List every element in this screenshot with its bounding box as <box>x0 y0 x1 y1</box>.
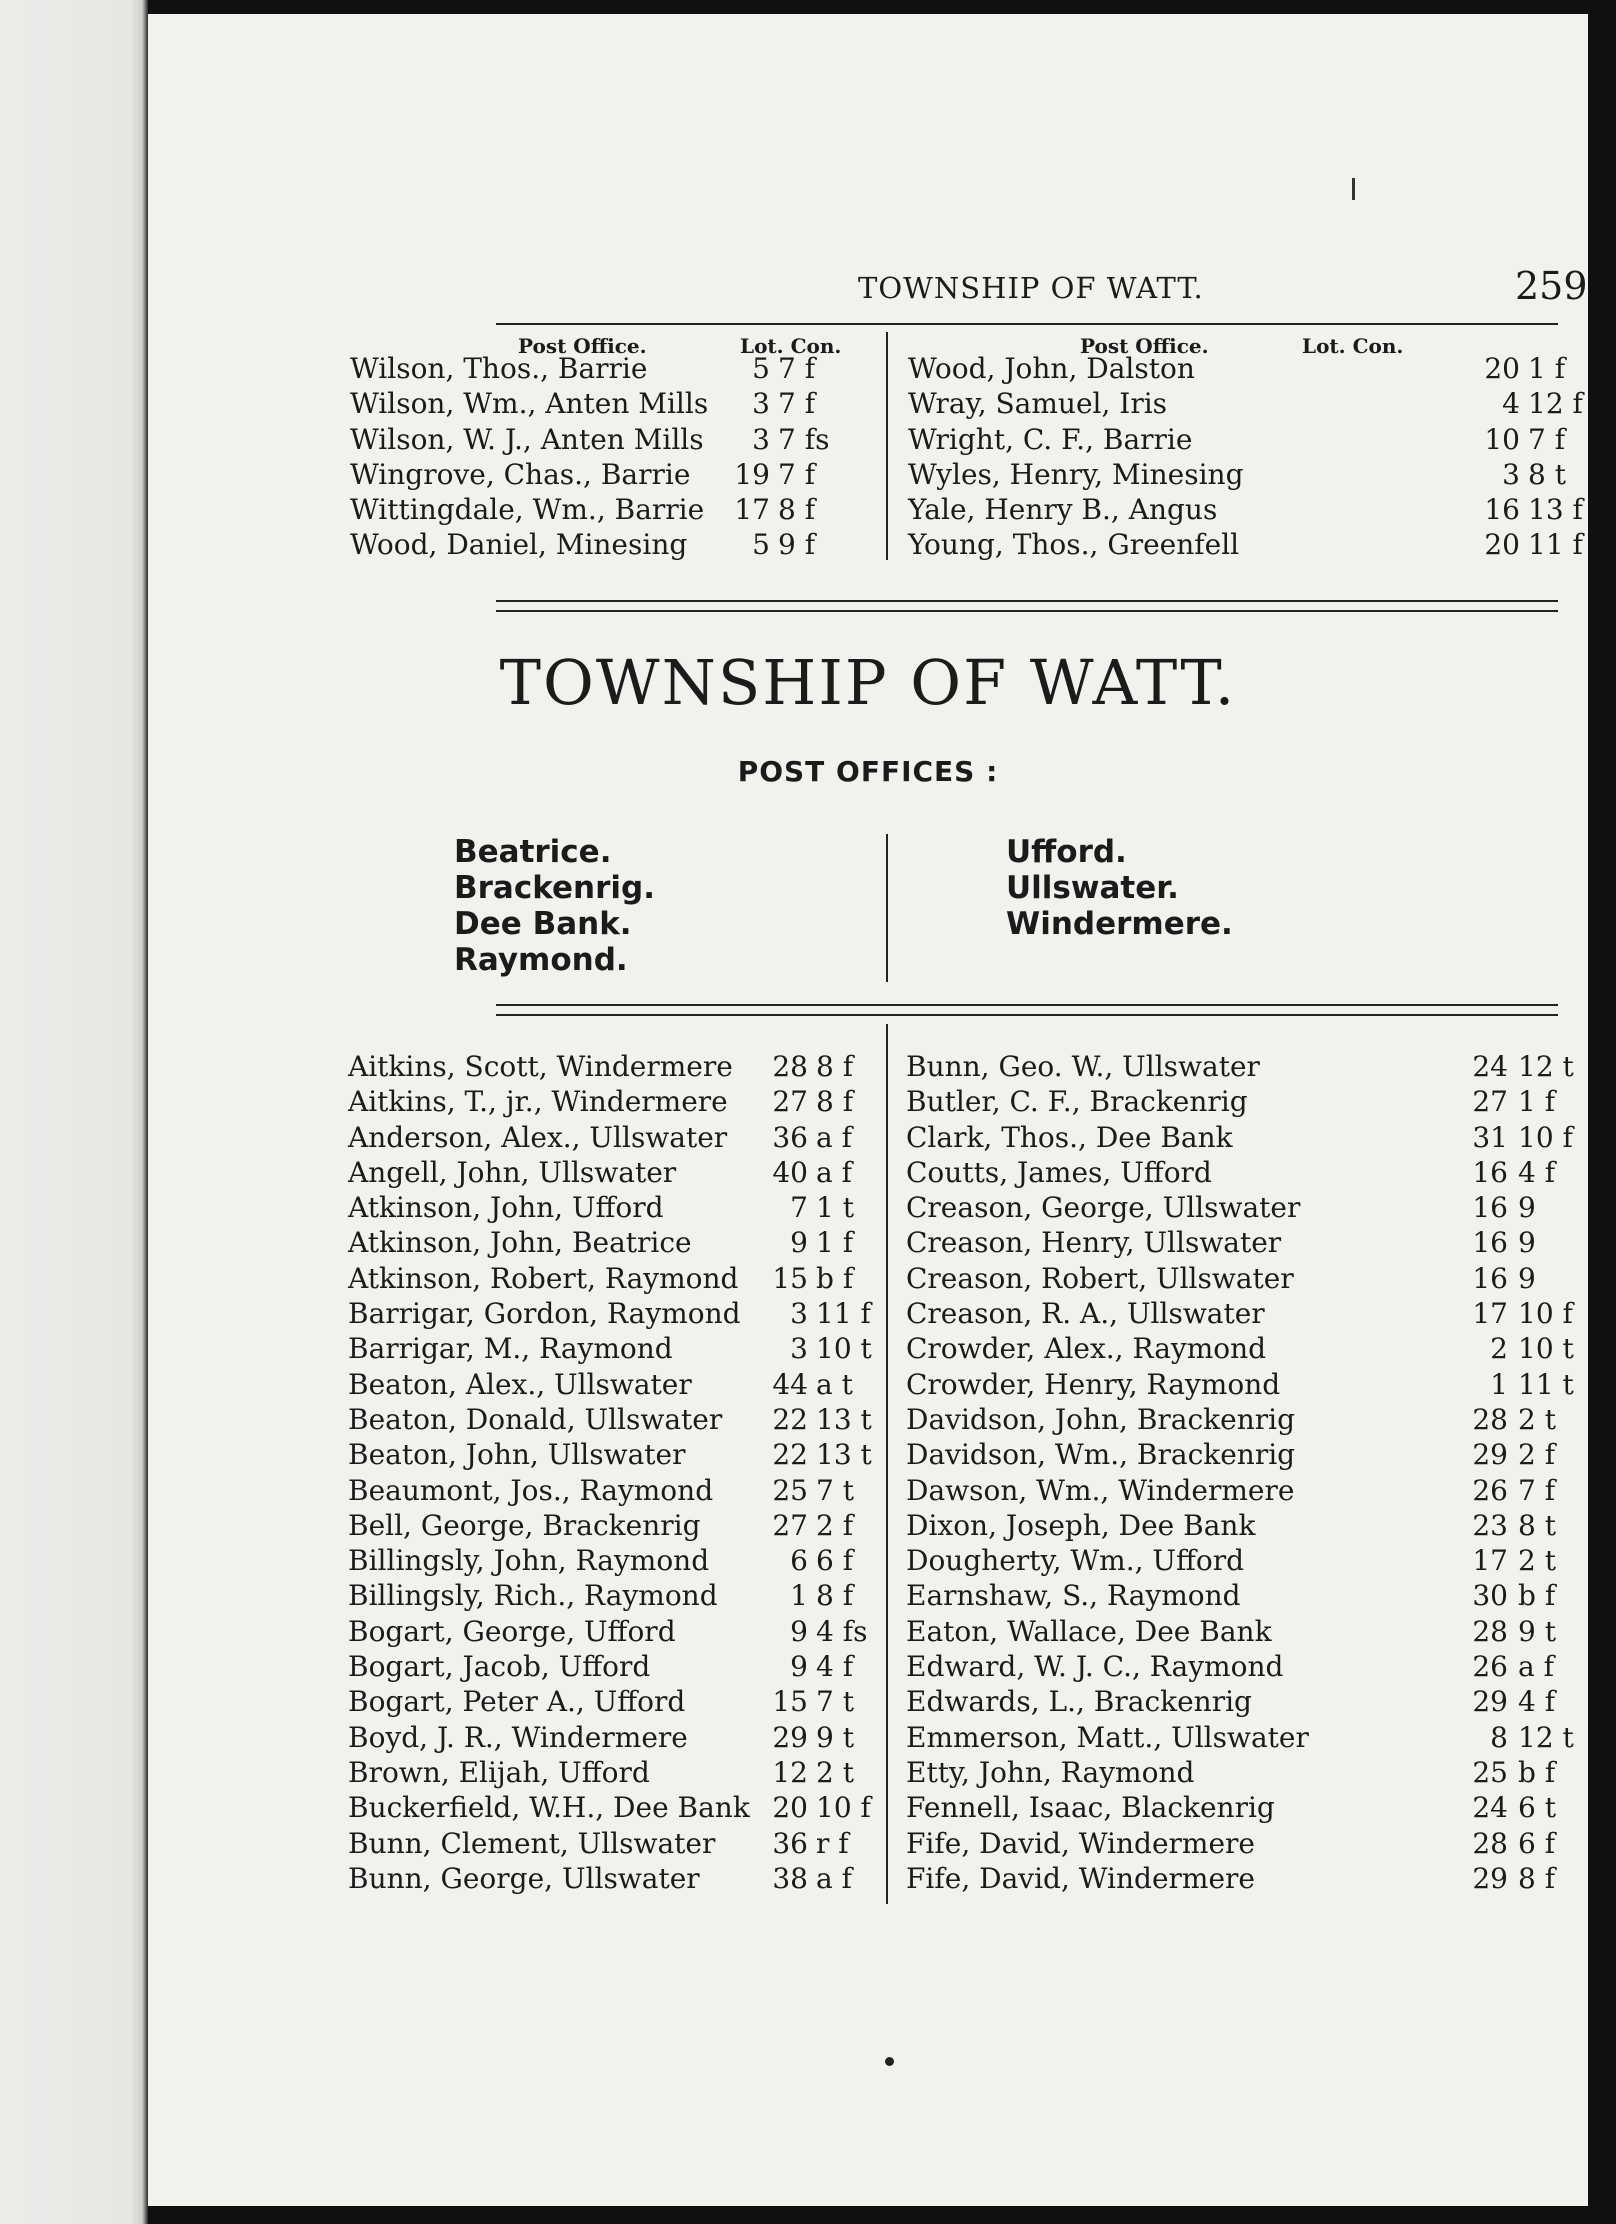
entry-lot: 28 <box>772 1050 808 1083</box>
entry-lot: 19 <box>734 457 770 491</box>
entry-name: Atkinson, Robert, Raymond <box>348 1261 739 1295</box>
entry-name: Bunn, Clement, Ullswater <box>348 1826 716 1860</box>
entry-name: Atkinson, John, Beatrice <box>348 1226 692 1260</box>
entry-lot: 26 <box>1472 1650 1508 1684</box>
entry-name: Bunn, Geo. W., Ullswater <box>906 1050 1260 1083</box>
entry-name: Davidson, John, Brackenrig <box>906 1402 1296 1436</box>
entry-lot: 1 <box>790 1579 808 1613</box>
print-mark <box>1352 178 1355 200</box>
entry-name: Crowder, Alex., Raymond <box>906 1332 1267 1366</box>
entry-con: 9 <box>1518 1226 1536 1260</box>
entry-con: b f <box>1518 1755 1556 1789</box>
entry-name: Dixon, Joseph, Dee Bank <box>906 1508 1256 1542</box>
entry-lot: 29 <box>1472 1438 1508 1472</box>
entry-lot: 15 <box>772 1261 808 1295</box>
entry-lot: 17 <box>1472 1544 1508 1578</box>
entry-con: 2 f <box>1518 1438 1556 1472</box>
entry-con: 7 f <box>1528 422 1566 456</box>
entry-con: 8 f <box>778 493 816 527</box>
entry-lot: 5 <box>752 352 770 385</box>
entry-lot: 36 <box>772 1120 808 1154</box>
entry-lot: 17 <box>1472 1297 1508 1331</box>
entry-lot: 2 <box>1490 1332 1508 1366</box>
entry-name: Wood, John, Dalston <box>908 352 1195 385</box>
entry-lot: 44 <box>772 1367 808 1401</box>
entry-name: Wilson, Wm., Anten Mills <box>350 387 709 421</box>
entry-con: 8 f <box>816 1579 854 1613</box>
entry-name: Fife, David, Windermere <box>906 1826 1255 1860</box>
column-divider-top <box>886 332 888 560</box>
section-title: TOWNSHIP OF WATT. <box>499 646 1237 719</box>
entry-name: Earnshaw, S., Raymond <box>906 1579 1241 1613</box>
entry-name: Creason, R. A., Ullswater <box>906 1297 1265 1331</box>
entry-lot: 8 <box>1490 1720 1508 1754</box>
entry-name: Brown, Elijah, Ufford <box>348 1755 650 1789</box>
entry-lot: 22 <box>772 1402 808 1436</box>
column-header-post-office-right: Post Office. <box>1080 334 1209 358</box>
post-office-item: Dee Bank. <box>454 906 632 942</box>
entry-con: a t <box>816 1367 853 1401</box>
entry-name: Billingsly, John, Raymond <box>348 1544 710 1578</box>
entry-lot: 16 <box>1472 1155 1508 1189</box>
entry-lot: 3 <box>752 422 770 456</box>
entry-con: 10 f <box>816 1791 871 1825</box>
entry-con: 9 <box>1518 1191 1536 1225</box>
entry-con: 9 f <box>778 528 816 562</box>
entry-lot: 15 <box>772 1685 808 1719</box>
entry-con: 8 t <box>1528 457 1566 491</box>
entry-name: Wray, Samuel, Iris <box>908 387 1168 421</box>
entry-con: 1 f <box>1518 1085 1556 1119</box>
entry-lot: 23 <box>1472 1508 1508 1542</box>
post-office-item: Windermere. <box>1006 906 1233 942</box>
entry-lot: 5 <box>752 528 770 562</box>
column-header-lot-con-left: Lot. Con. <box>740 334 842 358</box>
entry-lot: 9 <box>790 1650 808 1684</box>
entry-lot: 3 <box>1502 457 1520 491</box>
running-head: TOWNSHIP OF WATT. <box>858 271 1204 305</box>
entry-name: Buckerfield, W.H., Dee Bank <box>348 1791 750 1825</box>
entry-lot: 9 <box>790 1226 808 1260</box>
entry-name: Creason, Henry, Ullswater <box>906 1226 1282 1260</box>
entry-name: Davidson, Wm., Brackenrig <box>906 1438 1296 1472</box>
book-page <box>148 14 1588 2206</box>
entry-lot: 28 <box>1472 1826 1508 1860</box>
entry-con: 6 f <box>816 1544 854 1578</box>
entry-con: 8 f <box>1518 1861 1556 1895</box>
entry-name: Yale, Henry B., Angus <box>908 493 1218 527</box>
entry-name: Crowder, Henry, Raymond <box>906 1367 1281 1401</box>
entry-lot: 6 <box>790 1544 808 1578</box>
entry-name: Beaton, Donald, Ullswater <box>348 1402 723 1436</box>
entry-con: a f <box>816 1155 852 1189</box>
entry-lot: 28 <box>1472 1402 1508 1436</box>
entry-con: 4 f <box>1518 1155 1556 1189</box>
entry-con: 13 f <box>1528 493 1583 527</box>
entry-con: a f <box>1518 1650 1554 1684</box>
entry-con: 8 f <box>816 1085 854 1119</box>
entry-name: Edwards, L., Brackenrig <box>906 1685 1252 1719</box>
entry-con: 9 t <box>816 1720 854 1754</box>
entry-lot: 12 <box>772 1755 808 1789</box>
entry-lot: 29 <box>1472 1685 1508 1719</box>
entry-con: 7 fs <box>778 422 830 456</box>
entry-lot: 27 <box>1472 1085 1508 1119</box>
entry-con: 7 t <box>816 1473 854 1507</box>
entry-name: Fennell, Isaac, Blackenrig <box>906 1791 1275 1825</box>
entry-name: Fife, David, Windermere <box>906 1861 1255 1895</box>
entry-name: Bogart, George, Ufford <box>348 1614 676 1648</box>
entry-name: Wingrove, Chas., Barrie <box>350 457 691 491</box>
entry-name: Creason, George, Ullswater <box>906 1191 1301 1225</box>
entry-name: Beaumont, Jos., Raymond <box>348 1473 714 1507</box>
entry-lot: 27 <box>772 1085 808 1119</box>
entry-name: Bogart, Peter A., Ufford <box>348 1685 686 1719</box>
entry-con: 2 t <box>1518 1544 1556 1578</box>
entry-lot: 31 <box>1472 1120 1508 1154</box>
entry-name: Young, Thos., Greenfell <box>908 528 1240 562</box>
entry-con: 10 t <box>1518 1332 1574 1366</box>
post-office-item: Beatrice. <box>454 834 612 870</box>
entry-con: 12 t <box>1518 1720 1574 1754</box>
entry-con: 6 f <box>1518 1826 1556 1860</box>
post-offices-heading: POST OFFICES : <box>737 755 999 788</box>
entry-lot: 25 <box>1472 1755 1508 1789</box>
post-office-item: Brackenrig. <box>454 870 655 906</box>
entry-con: 2 f <box>816 1508 854 1542</box>
entry-lot: 3 <box>752 387 770 421</box>
entry-lot: 22 <box>772 1438 808 1472</box>
entry-lot: 7 <box>790 1191 808 1225</box>
entry-name: Boyd, J. R., Windermere <box>348 1720 688 1754</box>
entry-con: a f <box>816 1120 852 1154</box>
entry-name: Barrigar, M., Raymond <box>348 1332 673 1366</box>
entry-name: Aitkins, Scott, Windermere <box>348 1050 733 1083</box>
header-rule <box>496 323 1558 325</box>
entry-con: 7 f <box>778 387 816 421</box>
entry-con: 8 t <box>1518 1508 1556 1542</box>
entry-con: 1 f <box>816 1226 854 1260</box>
post-office-item: Raymond. <box>454 942 628 978</box>
entry-name: Eaton, Wallace, Dee Bank <box>906 1614 1272 1648</box>
entry-name: Beaton, Alex., Ullswater <box>348 1367 692 1401</box>
entry-con: 2 t <box>1518 1402 1556 1436</box>
entry-con: 10 f <box>1518 1120 1573 1154</box>
post-offices-left <box>454 834 655 978</box>
post-office-item: Ufford. <box>1006 834 1127 870</box>
entry-con: 9 <box>1518 1261 1536 1295</box>
entry-lot: 30 <box>1472 1579 1508 1613</box>
entry-lot: 16 <box>1472 1191 1508 1225</box>
column-divider-main <box>886 1024 888 1904</box>
entry-con: 13 t <box>816 1402 872 1436</box>
entry-lot: 17 <box>734 493 770 527</box>
entry-lot: 28 <box>1472 1614 1508 1648</box>
entry-name: Wyles, Henry, Minesing <box>908 457 1244 491</box>
column-header-lot-con-right: Lot. Con. <box>1302 334 1404 358</box>
entry-lot: 1 <box>1490 1367 1508 1401</box>
entry-lot: 10 <box>1484 422 1520 456</box>
entry-con: 7 f <box>1518 1473 1556 1507</box>
entry-name: Wright, C. F., Barrie <box>908 422 1193 456</box>
entry-con: 12 t <box>1518 1050 1574 1083</box>
entry-name: Anderson, Alex., Ullswater <box>348 1120 728 1154</box>
entry-lot: 29 <box>1472 1861 1508 1895</box>
entry-con: 7 f <box>778 352 816 385</box>
entry-con: 10 f <box>1518 1297 1573 1331</box>
entry-con: 1 t <box>816 1191 854 1225</box>
post-office-item: Ullswater. <box>1006 870 1179 906</box>
entry-con: 11 f <box>1528 528 1583 562</box>
entry-name: Angell, John, Ullswater <box>348 1155 677 1189</box>
entry-lot: 9 <box>790 1614 808 1648</box>
entry-lot: 16 <box>1472 1226 1508 1260</box>
entry-con: 12 f <box>1528 387 1583 421</box>
entry-con: 4 f <box>816 1650 854 1684</box>
entry-name: Wood, Daniel, Minesing <box>350 528 688 562</box>
entry-name: Beaton, John, Ullswater <box>348 1438 686 1472</box>
entry-name: Bunn, George, Ullswater <box>348 1861 700 1895</box>
column-header-post-office-left: Post Office. <box>518 334 647 358</box>
entry-lot: 26 <box>1472 1473 1508 1507</box>
entry-name: Edward, W. J. C., Raymond <box>906 1650 1284 1684</box>
entry-name: Bell, George, Brackenrig <box>348 1508 701 1542</box>
page-number: 259 <box>1515 264 1588 308</box>
entry-con: 1 f <box>1528 352 1566 385</box>
entry-name: Wittingdale, Wm., Barrie <box>350 493 705 527</box>
entry-name: Aitkins, T., jr., Windermere <box>348 1085 728 1119</box>
entry-lot: 20 <box>1484 528 1520 562</box>
entry-con: 13 t <box>816 1438 872 1472</box>
section-rule-top <box>496 600 1558 602</box>
entry-con: r f <box>816 1826 849 1860</box>
entry-name: Billingsly, Rich., Raymond <box>348 1579 718 1613</box>
entry-con: b f <box>1518 1579 1556 1613</box>
entry-con: 6 t <box>1518 1791 1556 1825</box>
entry-lot: 20 <box>772 1791 808 1825</box>
entry-lot: 20 <box>1484 352 1520 385</box>
entry-con: 11 t <box>1518 1367 1574 1401</box>
entry-lot: 24 <box>1472 1050 1508 1083</box>
entry-name: Butler, C. F., Brackenrig <box>906 1085 1248 1119</box>
post-offices-right <box>1006 834 1233 942</box>
entry-lot: 36 <box>772 1826 808 1860</box>
entry-lot: 3 <box>790 1332 808 1366</box>
entry-name: Barrigar, Gordon, Raymond <box>348 1297 741 1331</box>
entry-con: 4 fs <box>816 1614 868 1648</box>
entry-con: a f <box>816 1861 852 1895</box>
entry-con: 2 t <box>816 1755 854 1789</box>
entry-con: 7 t <box>816 1685 854 1719</box>
section-rule-bottom <box>496 610 1558 612</box>
entry-con: 7 f <box>778 457 816 491</box>
entry-lot: 40 <box>772 1155 808 1189</box>
entry-con: 8 f <box>816 1050 854 1083</box>
entry-lot: 38 <box>772 1861 808 1895</box>
entry-con: b f <box>816 1261 854 1295</box>
entry-con: 4 f <box>1518 1685 1556 1719</box>
entry-lot: 3 <box>790 1297 808 1331</box>
entry-name: Coutts, James, Ufford <box>906 1155 1212 1189</box>
book-spine-margin <box>0 0 148 2224</box>
entry-name: Dougherty, Wm., Ufford <box>906 1544 1245 1578</box>
entry-lot: 16 <box>1472 1261 1508 1295</box>
entry-lot: 27 <box>772 1508 808 1542</box>
entry-lot: 29 <box>772 1720 808 1754</box>
entry-name: Etty, John, Raymond <box>906 1755 1195 1789</box>
entry-lot: 24 <box>1472 1791 1508 1825</box>
page-dot <box>885 2057 894 2066</box>
post-offices-divider <box>886 834 888 982</box>
entry-name: Creason, Robert, Ullswater <box>906 1261 1294 1295</box>
entry-name: Wilson, W. J., Anten Mills <box>350 422 704 456</box>
entry-name: Clark, Thos., Dee Bank <box>906 1120 1233 1154</box>
entry-name: Bogart, Jacob, Ufford <box>348 1650 651 1684</box>
entry-con: 9 t <box>1518 1614 1556 1648</box>
entry-lot: 16 <box>1484 493 1520 527</box>
listing-rule-bottom <box>496 1014 1558 1016</box>
listing-rule-top <box>496 1004 1558 1006</box>
entry-lot: 4 <box>1502 387 1520 421</box>
entry-name: Emmerson, Matt., Ullswater <box>906 1720 1309 1754</box>
entry-con: 10 t <box>816 1332 872 1366</box>
entry-name: Dawson, Wm., Windermere <box>906 1473 1295 1507</box>
entry-con: 11 f <box>816 1297 871 1331</box>
entry-name: Wilson, Thos., Barrie <box>350 352 648 385</box>
entry-lot: 25 <box>772 1473 808 1507</box>
entry-name: Atkinson, John, Ufford <box>348 1191 664 1225</box>
